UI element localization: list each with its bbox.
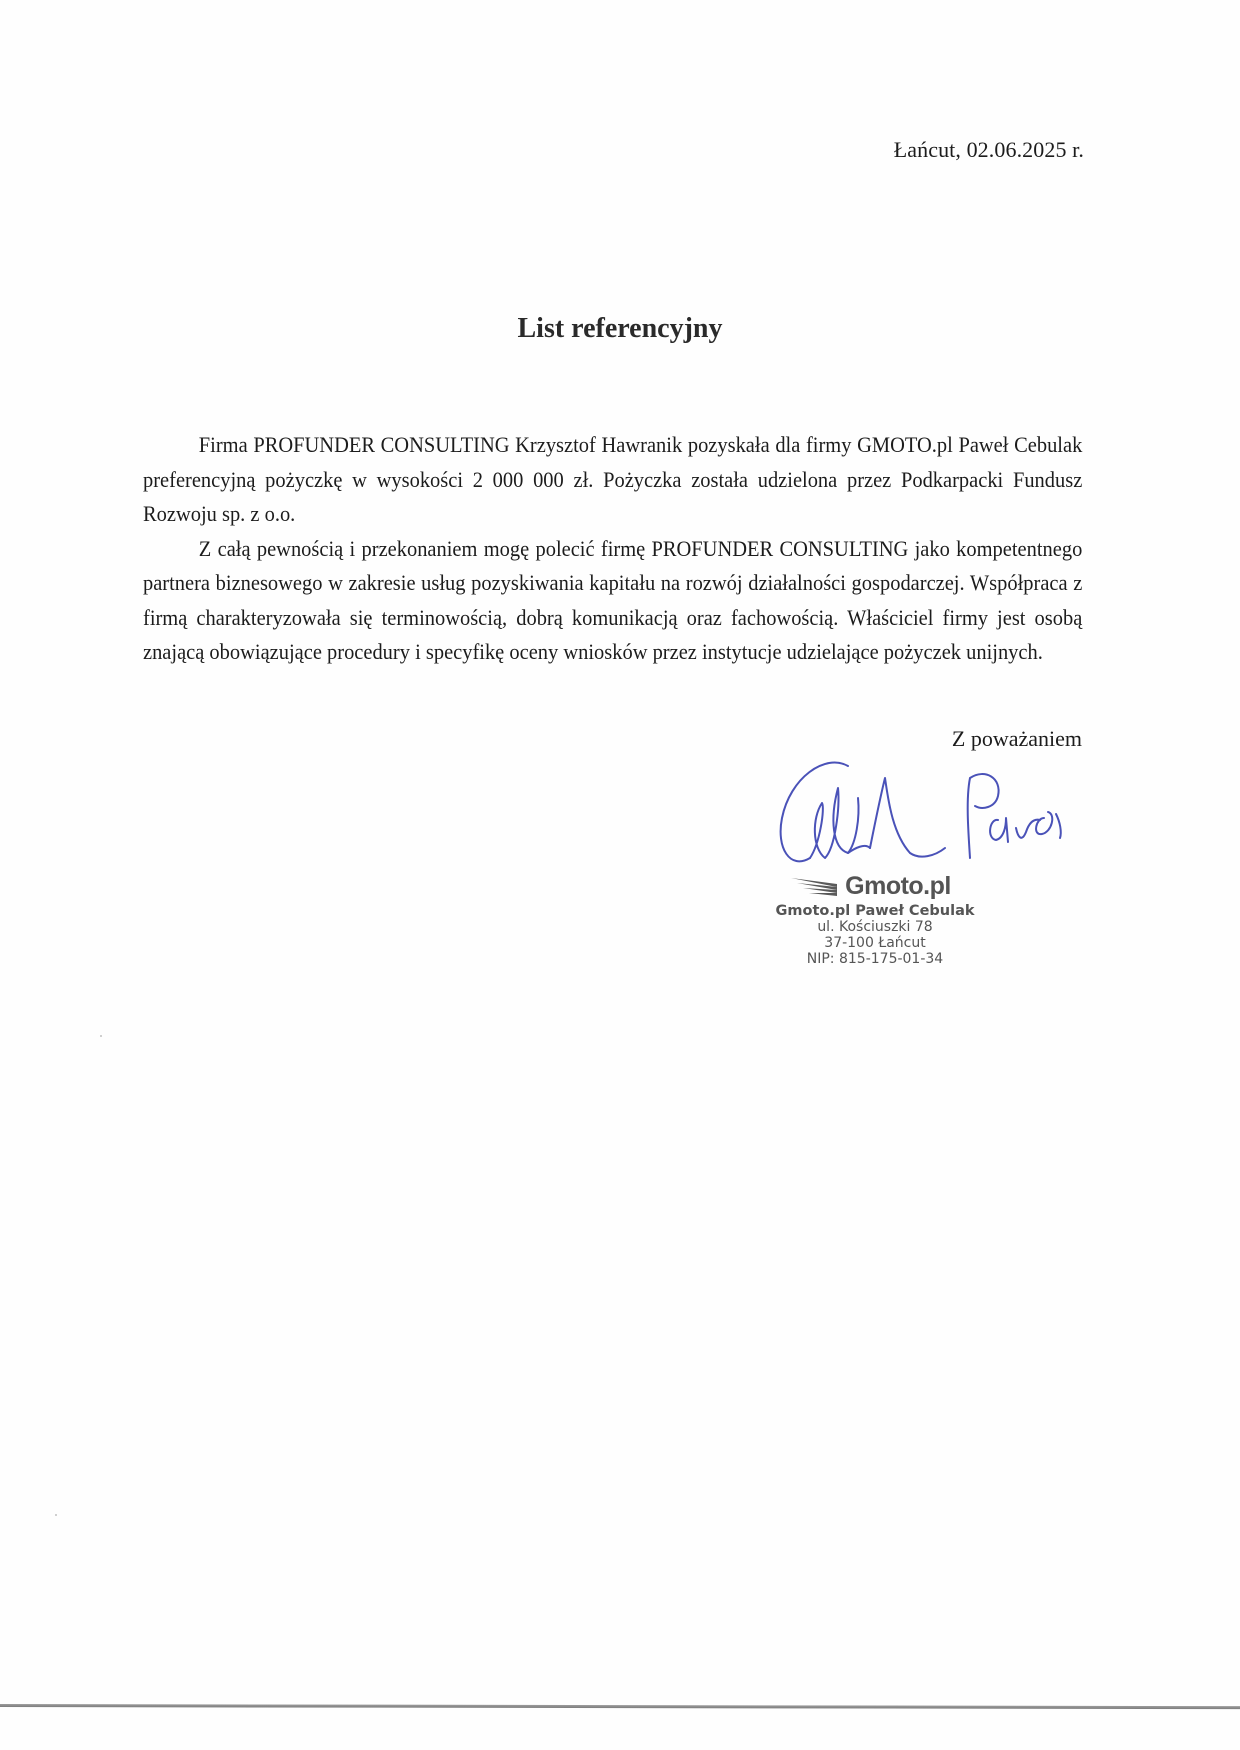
closing-salutation: Z poważaniem — [951, 726, 1082, 751]
stamp-company-name: Gmoto.pl Paweł Cebulak — [775, 903, 975, 919]
paragraph-1: Firma PROFUNDER CONSULTING Krzysztof Hawranik pozyskała dla firmy GMOTO.pl Paweł Cebulak preferencyjną pożyczkę w wysokości 2 000 000 zł. Pożyczka została udzielona przez Podkarpacki Fundusz Rozwoju sp. z o.o. — [143, 432, 1083, 526]
stamp-city: 37-100 Łańcut — [824, 935, 926, 951]
stamp-nip: NIP: 815-175-01-34 — [806, 951, 944, 967]
stamp-street: ul. Kościuszki 78 — [817, 919, 933, 935]
letter-title: List referencyjny — [517, 313, 723, 344]
company-stamp — [755, 872, 995, 967]
letter-body — [143, 428, 1082, 670]
handwritten-signature-icon — [770, 748, 1130, 878]
place-and-date: Łańcut, 02.06.2025 r. — [893, 137, 1084, 162]
wing-logo-icon — [791, 875, 843, 899]
scan-speck — [100, 1035, 102, 1037]
scan-edge-line — [0, 1704, 1240, 1709]
stamp-logo — [747, 872, 995, 901]
scan-speck — [55, 1514, 57, 1516]
paragraph-2: Z całą pewnością i przekonaniem mogę polecić firmę PROFUNDER CONSULTING jako kompetentnego partnera biznesowego w zakresie usług pozyskiwania kapitału na rozwój działalności gospodarczej. Współpraca z firmą charakteryzowała się terminowością, dobrą komunikacją oraz fachowością. Właściciel firmy jest osobą znającą obowiązujące procedury i specyfikę oceny wniosków przez instytucje udzielające pożyczek unijnych. — [143, 535, 1083, 664]
stamp-logo-text: Gmoto.pl — [845, 872, 951, 900]
